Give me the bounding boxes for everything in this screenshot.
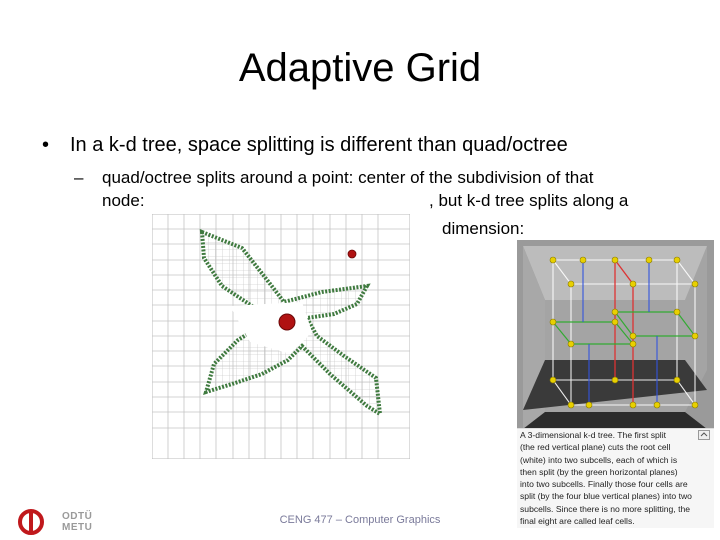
kd-tree-caption xyxy=(517,428,714,528)
quadtree-figure xyxy=(152,214,410,459)
caption-line: (the red vertical plane) cuts the root cell xyxy=(520,442,671,453)
sub-bullet-line-1 xyxy=(74,167,593,189)
bullet-dot-icon: • xyxy=(42,134,50,156)
caption-line: (white) into two subcells, each of which is xyxy=(520,454,678,465)
caption-line: split (by the four blue vertical planes) into two xyxy=(520,491,692,502)
footer-text: CENG 477 – Computer Graphics xyxy=(279,514,441,526)
caption-line: into two subcells. Finally those four cells are xyxy=(520,479,688,490)
logo-text-odtu: ODTÜ xyxy=(62,511,93,522)
expand-icon[interactable] xyxy=(698,430,710,440)
sub-bullet-line-2-start: node: xyxy=(102,191,145,210)
bullet-text: In a k-d tree, space splitting is different than quad/octree xyxy=(70,134,568,156)
logo-text-metu: METU xyxy=(62,522,93,533)
dash-icon: – xyxy=(74,168,84,187)
caption-line: subcells. Since there is no more splitting, the xyxy=(520,503,691,514)
caption-line: A 3-dimensional k-d tree. The first split xyxy=(520,430,666,440)
sub-bullet-line-3: dimension: xyxy=(442,219,525,238)
caption-line: final eight are called leaf cells. xyxy=(520,516,635,527)
slide-title: Adaptive Grid xyxy=(238,46,482,90)
caption-line: then split (by the green horizontal planes) xyxy=(520,466,678,477)
sub-bullet-text-1: quad/octree splits around a point: center of the subdivision of that xyxy=(102,168,594,187)
sub-bullet-line-2-end: , but k-d tree splits along a xyxy=(429,191,629,210)
kd-tree-figure xyxy=(517,240,714,429)
bullet-item xyxy=(42,132,702,158)
